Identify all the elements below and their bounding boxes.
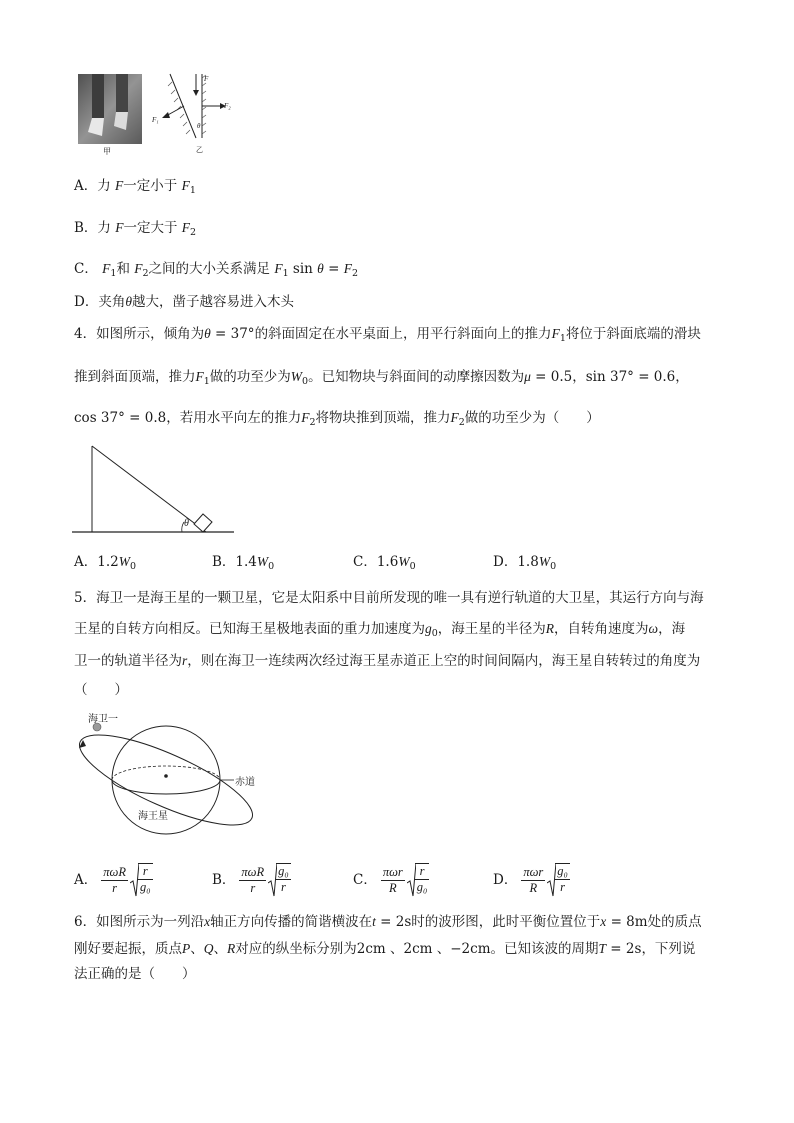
q4-option-a[interactable]: A．$1.2W_0$ — [74, 554, 137, 572]
q5-line-2: 王星的自转方向相反。已知海王星极地表面的重力加速度为$g_0$，海王星的半径为R，自转角速度为ω，海 — [74, 621, 686, 639]
q5-option-a[interactable]: A． $\frac{\text{πωR}}{r}$ $\frac{r}{\text{g₀}}$ — [74, 860, 153, 900]
q4-line-2: 推到斜面顶端，推力$F_1$做的功至少为$W_0$。已知物块与斜面间的动摩擦因数为μ = 0.5，sin 37° = 0.6， — [74, 369, 689, 387]
incline-diagram — [70, 444, 240, 538]
q4-option-c[interactable]: C．$1.6W_0$ — [353, 554, 416, 572]
chisel-force-diagram — [150, 72, 240, 152]
figure-label-F: F — [204, 75, 209, 83]
q4-option-d[interactable]: D．$1.8W_0$ — [493, 554, 557, 572]
figure-label-theta: θ — [197, 122, 201, 130]
q3-option-c[interactable]: C． $F_1$和 $F_2$之间的大小关系满足 $F_1$ $\sin \theta = F_2$ — [74, 261, 358, 279]
label-moon: 海卫一 — [88, 714, 118, 725]
q6-line-3: 法正确的是（ ） — [74, 966, 196, 982]
q5-option-c[interactable]: C． $\frac{\text{πωr}}{R}$ $\frac{r}{\text{g₀}}$ — [353, 860, 429, 900]
figure-label-yi: 乙 — [196, 146, 203, 154]
figure-label-F2: F₂ — [224, 102, 231, 110]
label-planet: 海王星 — [138, 811, 168, 822]
chisel-photo — [78, 74, 142, 144]
label-equator: 赤道 — [235, 777, 255, 788]
q3-option-a[interactable]: A．力 F一定小于 $F_1$ — [74, 178, 196, 196]
q5-line-3: 卫一的轨道半径为r，则在海卫一连续两次经过海王星赤道正上空的时间间隔内，海王星自转转过的角度为 — [74, 653, 701, 669]
q5-option-d[interactable]: D． $\frac{\text{πωr}}{R}$ $\frac{\text{g₀}}{r}$ — [493, 860, 570, 900]
q5-option-b[interactable]: B． $\frac{\text{πωR}}{r}$ $\frac{\text{g₀}}{r}$ — [212, 860, 291, 900]
q4-line-3: cos 37° = 0.8，若用水平向左的推力$F_2$将物块推到顶端，推力$F_2$做的功至少为（ ） — [74, 410, 600, 428]
q6-line-1: 6．如图所示为一列沿x轴正方向传播的简谐横波在t = 2s时的波形图，此时平衡位置位于x = 8m处的质点 — [74, 914, 702, 930]
figure-label-F1: F₁ — [152, 116, 159, 124]
figure-label-jia: 甲 — [103, 147, 111, 156]
incline-theta-label: θ — [184, 518, 189, 529]
q6-line-2: 刚好要起振，质点P、Q、R对应的纵坐标分别为2cm 、2cm 、−2cm。已知该波的周期T = 2s，下列说 — [74, 941, 696, 957]
q4-option-b[interactable]: B．$1.4W_0$ — [212, 554, 275, 572]
q5-line-1: 5．海卫一是海王星的一颗卫星，它是太阳系中目前所发现的唯一具有逆行轨道的大卫星，其运行方向与海 — [74, 590, 704, 606]
q3-option-d[interactable]: D．夹角θ越大，凿子越容易进入木头 — [74, 294, 294, 310]
q4-line-1: 4．如图所示，倾角为θ = 37°的斜面固定在水平桌面上，用平行斜面向上的推力$F_1$将位于斜面底端的滑块 — [74, 326, 701, 344]
q3-option-b[interactable]: B．力 F一定大于 $F_2$ — [74, 220, 197, 238]
q5-line-4: （ ） — [74, 682, 128, 698]
